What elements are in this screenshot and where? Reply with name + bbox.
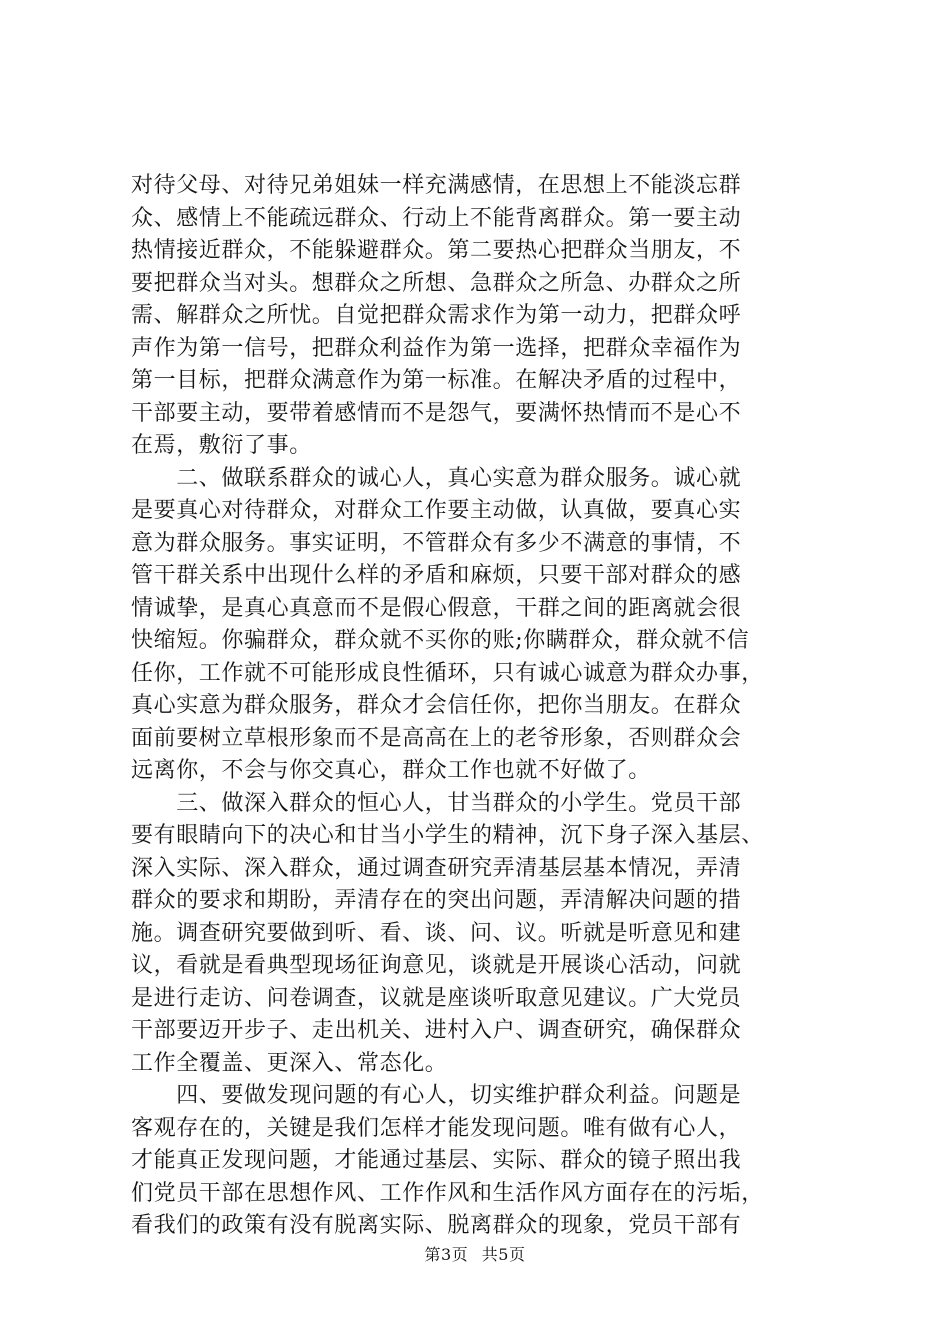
text-line: 三、做深入群众的恒心人，甘当群众的小学生。党员干部 [131, 790, 742, 816]
text-line: 客观存在的，关键是我们怎样才能发现问题。唯有做有心人， [131, 1115, 742, 1141]
text-line: 深入实际、深入群众，通过调查研究弄清基层基本情况，弄清 [131, 855, 742, 881]
text-line: 们党员干部在思想作风、工作作风和生活作风方面存在的污垢， [131, 1180, 764, 1206]
text-line: 管干群关系中出现什么样的矛盾和麻烦，只要干部对群众的感 [131, 563, 742, 588]
text-line: 快缩短。你骗群众，群众就不买你的账;你瞒群众，群众就不信 [131, 628, 750, 653]
page-footer [0, 1242, 950, 1265]
text-line: 工作全覆盖、更深入、常态化。 [131, 1050, 448, 1076]
text-line: 是进行走访、问卷调查，议就是座谈听取意见建议。广大党员 [131, 985, 742, 1011]
text-line: 要把群众当对头。想群众之所想、急群众之所急、办群众之所 [131, 270, 742, 296]
text-line: 是要真心对待群众，对群众工作要主动做，认真做，要真心实 [131, 498, 742, 523]
text-line: 众、感情上不能疏远群众、行动上不能背离群众。第一要主动 [131, 205, 742, 231]
text-line: 干部要主动，要带着感情而不是怨气，要满怀热情而不是心不 [131, 400, 742, 426]
text-line: 看我们的政策有没有脱离实际、脱离群众的现象，党员干部有 [131, 1213, 742, 1238]
text-line: 面前要树立草根形象而不是高高在上的老爷形象，否则群众会 [131, 725, 742, 751]
text-line: 热情接近群众，不能躲避群众。第二要热心把群众当朋友，不 [131, 238, 742, 263]
text-line: 真心实意为群众服务，群众才会信任你，把你当朋友。在群众 [131, 693, 742, 718]
text-line: 群众的要求和期盼，弄清存在的突出问题，弄清解决问题的措 [131, 888, 742, 913]
text-line: 才能真正发现问题，才能通过基层、实际、群众的镜子照出我 [131, 1148, 742, 1173]
text-line: 在焉，敷衍了事。 [131, 433, 312, 458]
document-body [131, 170, 833, 1243]
text-line: 议，看就是看典型现场征询意见，谈就是开展谈心活动，问就 [131, 953, 742, 978]
page-number: 第3页 [424, 1245, 469, 1264]
text-line: 对待父母、对待兄弟姐妹一样充满感情，在思想上不能淡忘群 [131, 173, 742, 198]
text-line: 意为群众服务。事实证明，不管群众有多少不满意的事情，不 [131, 530, 742, 556]
text-line: 任你，工作就不可能形成良性循环，只有诚心诚意为群众办事， [131, 660, 764, 686]
text-line: 情诚挚，是真心真意而不是假心假意，干群之间的距离就会很 [131, 595, 742, 621]
text-line: 施。调查研究要做到听、看、谈、问、议。听就是听意见和建 [131, 920, 742, 946]
text-line: 二、做联系群众的诚心人，真心实意为群众服务。诚心就 [131, 465, 742, 491]
text-line: 四、要做发现问题的有心人，切实维护群众利益。问题是 [131, 1083, 742, 1108]
text-line: 第一目标，把群众满意作为第一标准。在解决矛盾的过程中， [131, 368, 742, 393]
text-line: 声作为第一信号，把群众利益作为第一选择，把群众幸福作为 [131, 335, 742, 361]
page-total: 共5页 [481, 1245, 526, 1264]
text-line: 干部要迈开步子、走出机关、进村入户、调查研究，确保群众 [131, 1018, 742, 1043]
text-line: 要有眼睛向下的决心和甘当小学生的精神，沉下身子深入基层、 [131, 823, 764, 848]
text-line: 远离你，不会与你交真心，群众工作也就不好做了。 [131, 758, 651, 783]
text-line: 需、解群众之所忧。自觉把群众需求作为第一动力，把群众呼 [131, 303, 742, 328]
